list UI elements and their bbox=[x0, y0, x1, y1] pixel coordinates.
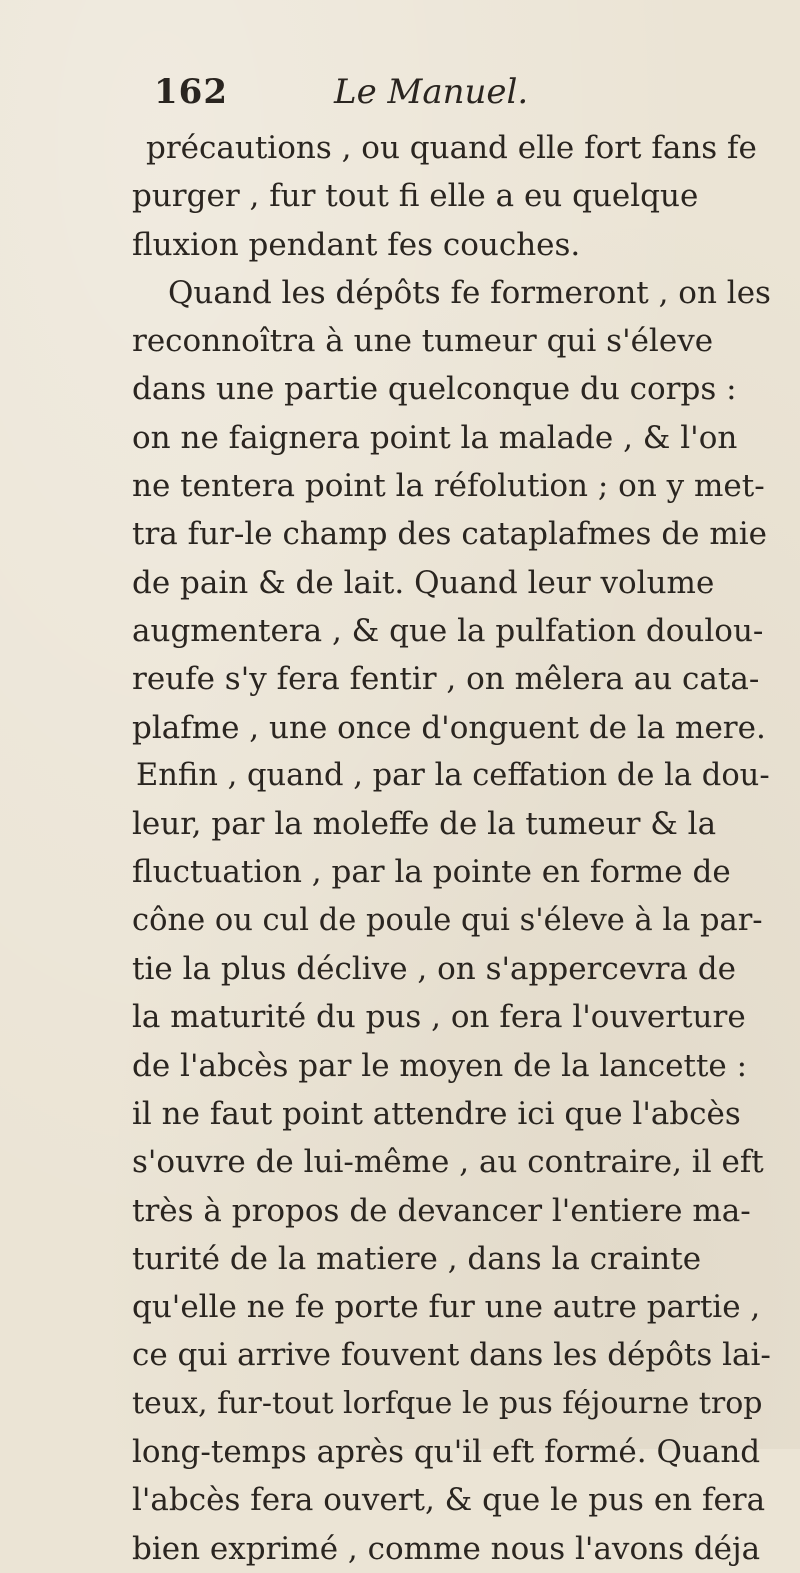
text-line: on ne faignera point la malade , & l'on bbox=[132, 419, 738, 456]
text-line: Quand les dépôts fe formeront , on les bbox=[168, 274, 771, 311]
text-line: fluctuation , par la pointe en forme de bbox=[132, 854, 731, 891]
text-line: leur, par la moleffe de la tumeur & la bbox=[132, 806, 717, 843]
text-line: turité de la matiere , dans la crainte bbox=[132, 1240, 702, 1277]
text-line: la maturité du pus , on fera l'ouverture bbox=[132, 999, 746, 1036]
text-line: tie la plus déclive , on s'appercevra de bbox=[132, 951, 736, 988]
text-line: plafme , une once d'onguent de la mere. bbox=[132, 709, 766, 746]
text-line: l'abcès fera ouvert, & que le pus en fera bbox=[132, 1482, 766, 1519]
running-title: Le Manuel. bbox=[334, 72, 529, 112]
text-line: teux, fur-tout lorfque le pus féjourne trop bbox=[132, 1385, 763, 1421]
page-number: 162 bbox=[154, 72, 228, 112]
text-line: cône ou cul de poule qui s'éleve à la par- bbox=[132, 902, 763, 938]
text-line: de l'abcès par le moyen de la lancette : bbox=[132, 1047, 748, 1084]
text-line: ce qui arrive fouvent dans les dépôts lai- bbox=[132, 1337, 771, 1374]
text-line: tra fur-le champ des cataplafmes de mie bbox=[132, 516, 768, 553]
text-line: reconnoîtra à une tumeur qui s'éleve bbox=[132, 323, 714, 360]
text-line: qu'elle ne fe porte fur une autre partie , bbox=[132, 1289, 761, 1326]
text-line: il ne faut point attendre ici que l'abcès bbox=[132, 1095, 741, 1132]
text-line: dans une partie quelconque du corps : bbox=[132, 371, 737, 408]
text-line: reufe s'y fera fentir , on mêlera au cata- bbox=[132, 661, 760, 698]
text-line: purger , fur tout fi elle a eu quelque bbox=[132, 178, 699, 215]
text-line: augmentera , & que la pulfation doulou- bbox=[132, 612, 764, 649]
page-header bbox=[154, 72, 714, 116]
text-line: s'ouvre de lui-même , au contraire, il eft bbox=[132, 1144, 764, 1181]
text-line: fluxion pendant fes couches. bbox=[132, 226, 581, 263]
text-line: bien exprimé , comme nous l'avons déja bbox=[132, 1530, 761, 1567]
text-line: de pain & de lait. Quand leur volume bbox=[132, 564, 715, 601]
body-text bbox=[132, 124, 772, 1573]
text-line: Enfin , quand , par la ceffation de la dou- bbox=[136, 757, 770, 793]
text-line: précautions , ou quand elle fort fans fe bbox=[146, 130, 757, 166]
text-line: long-temps après qu'il eft formé. Quand bbox=[132, 1434, 761, 1471]
text-line: ne tentera point la réfolution ; on y met- bbox=[132, 468, 765, 505]
text-line: très à propos de devancer l'entiere ma- bbox=[132, 1192, 751, 1229]
